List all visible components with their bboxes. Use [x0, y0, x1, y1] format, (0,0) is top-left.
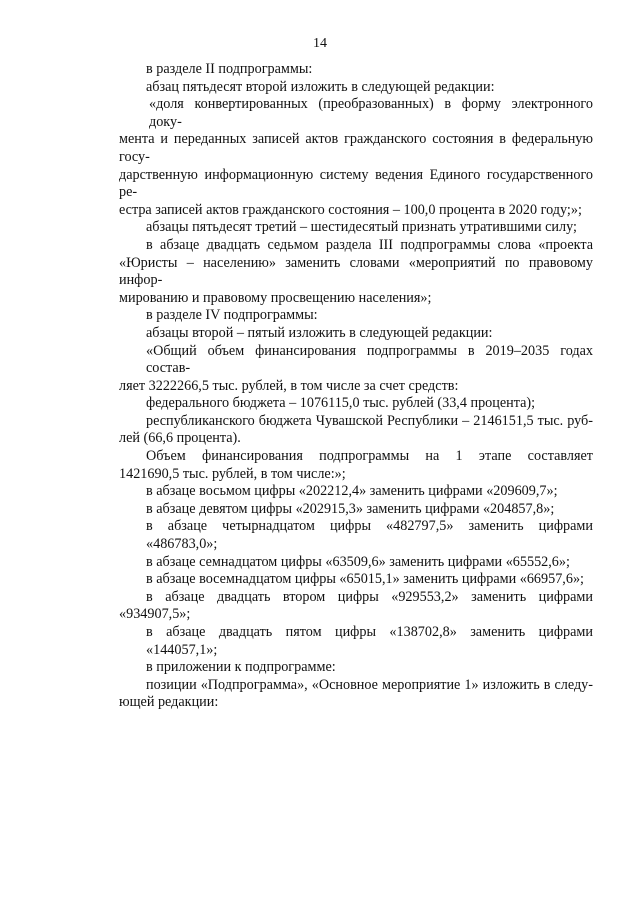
- text-line: федерального бюджета – 1076115,0 тыс. рублей (33,4 процента);: [146, 395, 536, 412]
- text-line: естра записей актов гражданского состояния – 100,0 процента в 2020 году;»;: [119, 201, 582, 218]
- text-line: позиции «Подпрограмма», «Основное мероприятие 1» изложить в следу-: [146, 676, 593, 693]
- text-line: мированию и правовому просвещению населения»;: [119, 289, 432, 306]
- text-line: в абзаце четырнадцатом цифры «482797,5» заменить цифрами «486783,0»;: [146, 518, 593, 553]
- text-line: в разделе II подпрограммы:: [146, 61, 313, 77]
- text-line: лей (66,6 процента).: [119, 430, 241, 447]
- text-line: «934907,5»;: [119, 606, 191, 623]
- text-line: в абзаце семнадцатом цифры «63509,6» заменить цифрами «65552,6»;: [146, 553, 570, 570]
- text-line: в разделе IV подпрограммы:: [146, 307, 318, 324]
- document-body: [119, 61, 593, 712]
- text-line: в абзаце двадцать пятом цифры «138702,8» заменить цифрами «144057,1»;: [146, 624, 593, 658]
- text-line: Объем финансирования подпрограммы на 1 этапе составляет: [146, 448, 593, 465]
- page-number: 14: [313, 36, 327, 51]
- text-line: мента и переданных записей актов гражданского состояния в федеральную госу-: [119, 131, 593, 165]
- text-line: в абзаце восемнадцатом цифры «65015,1» заменить цифрами «66957,6»;: [146, 571, 584, 588]
- text-line: дарственную информационную систему ведения Единого государственного ре-: [119, 166, 593, 201]
- text-line: абзац пятьдесят второй изложить в следующей редакции:: [146, 78, 495, 95]
- text-line: в приложении к подпрограмме:: [146, 659, 336, 676]
- text-line: «Юристы – населению» заменить словами «мероприятий по правовому инфор-: [119, 254, 593, 289]
- text-line: абзацы пятьдесят третий – шестидесятый признать утратившими силу;: [146, 219, 577, 236]
- text-line: в абзаце восьмом цифры «202212,4» заменить цифрами «209609,7»;: [146, 483, 558, 500]
- text-line: «доля конвертированных (преобразованных) в форму электронного доку-: [149, 96, 593, 130]
- text-line: в абзаце двадцать втором цифры «929553,2» заменить цифрами: [146, 588, 593, 605]
- text-line: ющей редакции:: [119, 694, 219, 711]
- text-line: ляет 3222266,5 тыс. рублей, в том числе за счет средств:: [119, 377, 459, 394]
- text-line: «Общий объем финансирования подпрограммы в 2019–2035 годах состав-: [146, 342, 593, 377]
- text-line: республиканского бюджета Чувашской Республики – 2146151,5 тыс. руб-: [146, 412, 593, 429]
- text-line: 1421690,5 тыс. рублей, в том числе:»;: [119, 465, 346, 482]
- text-line: в абзаце девятом цифры «202915,3» заменить цифрами «204857,8»;: [146, 500, 555, 517]
- text-line: в абзаце двадцать седьмом раздела III подпрограммы слова «проекта: [146, 236, 593, 253]
- text-line: абзацы второй – пятый изложить в следующей редакции:: [146, 324, 493, 341]
